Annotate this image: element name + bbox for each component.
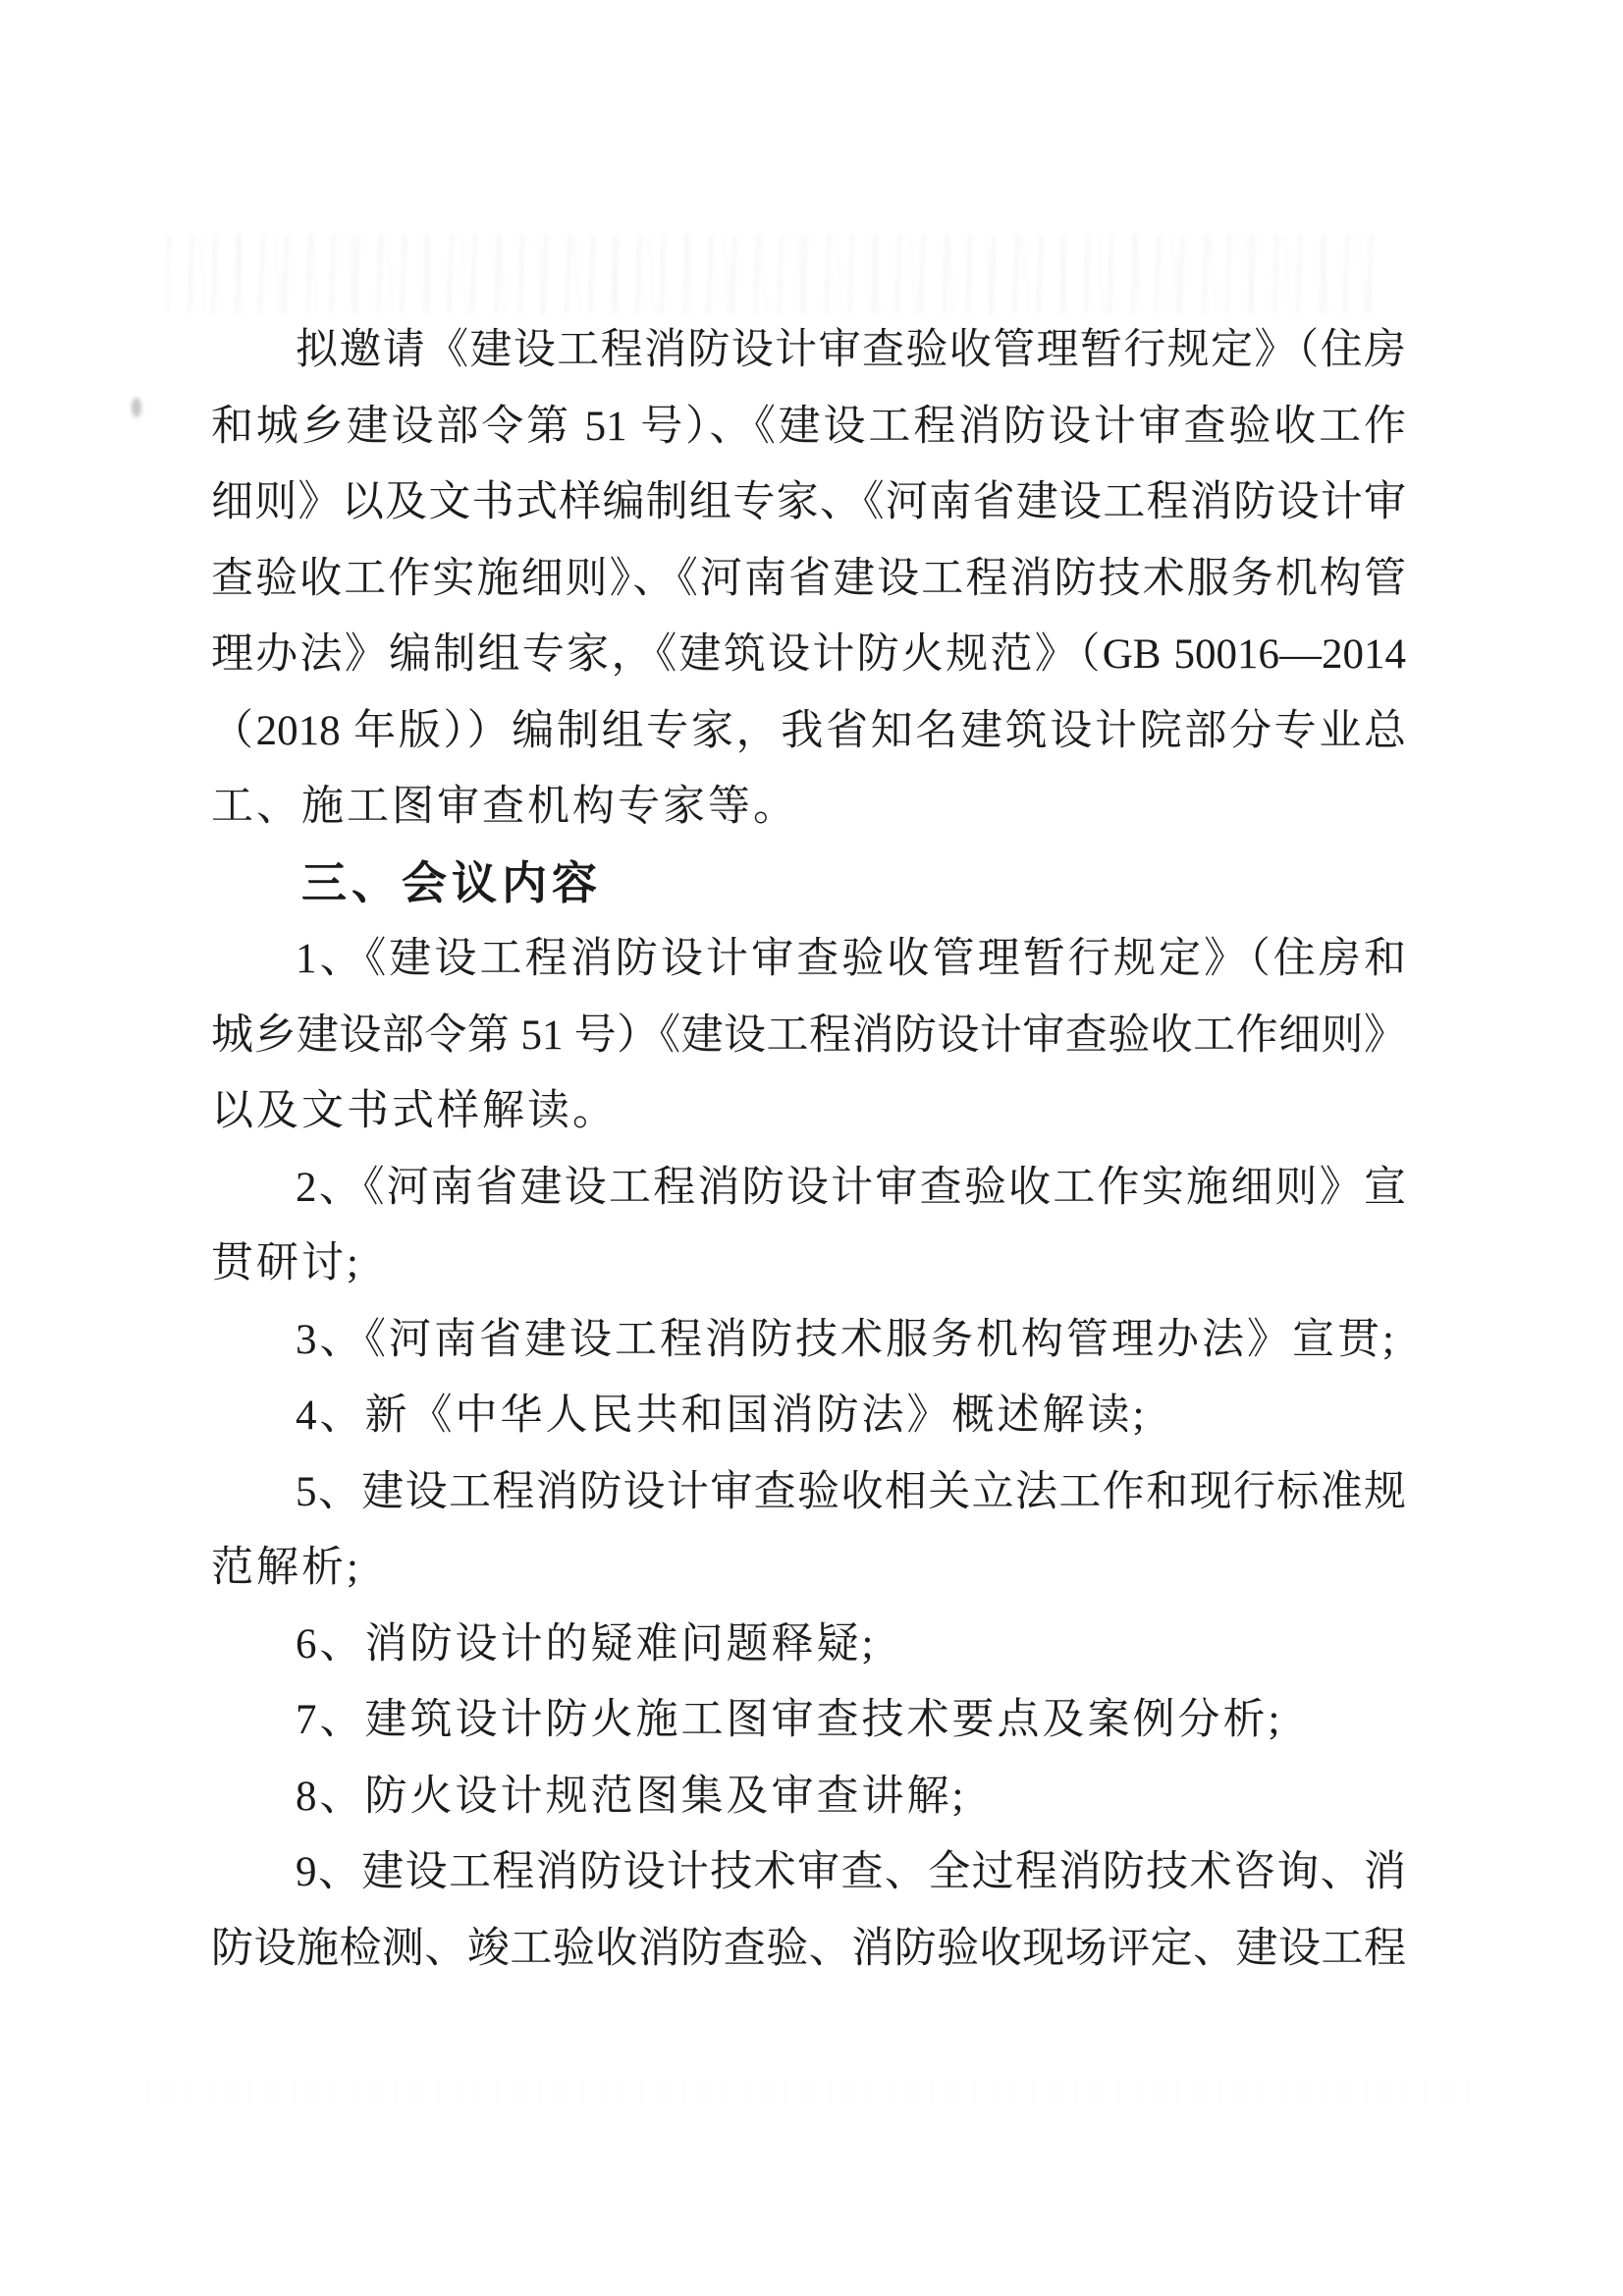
agenda-item-9-line: 防设施检测、竣工验收消防查验、消防验收现场评定、建设工程 <box>211 1925 1406 1972</box>
scan-bleedthrough-artifact-top <box>167 234 1380 314</box>
section-heading-meeting-content: 三、会议内容 <box>301 856 602 908</box>
intro-paragraph-line: 拟邀请《建设工程消防设计审查验收管理暂行规定》（住房 <box>296 327 1406 373</box>
intro-paragraph-line: （2018 年版））编制组专家，我省知名建筑设计院部分专业总 <box>211 707 1406 754</box>
agenda-item-9-line: 9、建设工程消防设计技术审查、全过程消防技术咨询、消 <box>296 1849 1406 1895</box>
intro-paragraph-line: 理办法》编制组专家，《建筑设计防火规范》（GB 50016—2014 <box>211 631 1406 678</box>
agenda-item-2-line: 贯研讨; <box>211 1240 361 1286</box>
agenda-item-5-line: 范解析; <box>211 1545 361 1591</box>
agenda-item-1-line: 1、《建设工程消防设计审查验收管理暂行规定》（住房和 <box>296 936 1406 982</box>
intro-paragraph-line: 查验收工作实施细则》、《河南省建设工程消防技术服务机构管 <box>211 555 1406 602</box>
scan-speck-artifact <box>132 398 141 417</box>
intro-paragraph-line: 工、施工图审查机构专家等。 <box>211 784 798 830</box>
intro-paragraph-line: 和城乡建设部令第 51 号）、《建设工程消防设计审查验收工作 <box>211 403 1406 450</box>
agenda-item-1-line: 以及文书式样解读。 <box>211 1088 618 1134</box>
agenda-item-2-line: 2、《河南省建设工程消防设计审查验收工作实施细则》宣 <box>296 1164 1406 1211</box>
agenda-item-6-line: 6、消防设计的疑难问题释疑; <box>296 1620 877 1667</box>
agenda-item-3-line: 3、《河南省建设工程消防技术服务机构管理办法》宣贯; <box>296 1316 1397 1363</box>
agenda-item-5-line: 5、建设工程消防设计审查验收相关立法工作和现行标准规 <box>296 1468 1406 1515</box>
agenda-item-8-line: 8、防火设计规范图集及审查讲解; <box>296 1773 967 1820</box>
document-body <box>211 312 1406 1987</box>
agenda-item-7-line: 7、建筑设计防火施工图审查技术要点及案例分析; <box>296 1697 1283 1743</box>
agenda-item-1-line: 城乡建设部令第 51 号）《建设工程消防设计审查验收工作细则》 <box>211 1011 1406 1059</box>
scan-bleedthrough-artifact-bottom <box>147 2080 1473 2105</box>
agenda-item-4-line: 4、新《中华人民共和国消防法》概述解读; <box>296 1393 1148 1439</box>
intro-paragraph-line: 细则》以及文书式样编制组专家、《河南省建设工程消防设计审 <box>211 479 1406 525</box>
